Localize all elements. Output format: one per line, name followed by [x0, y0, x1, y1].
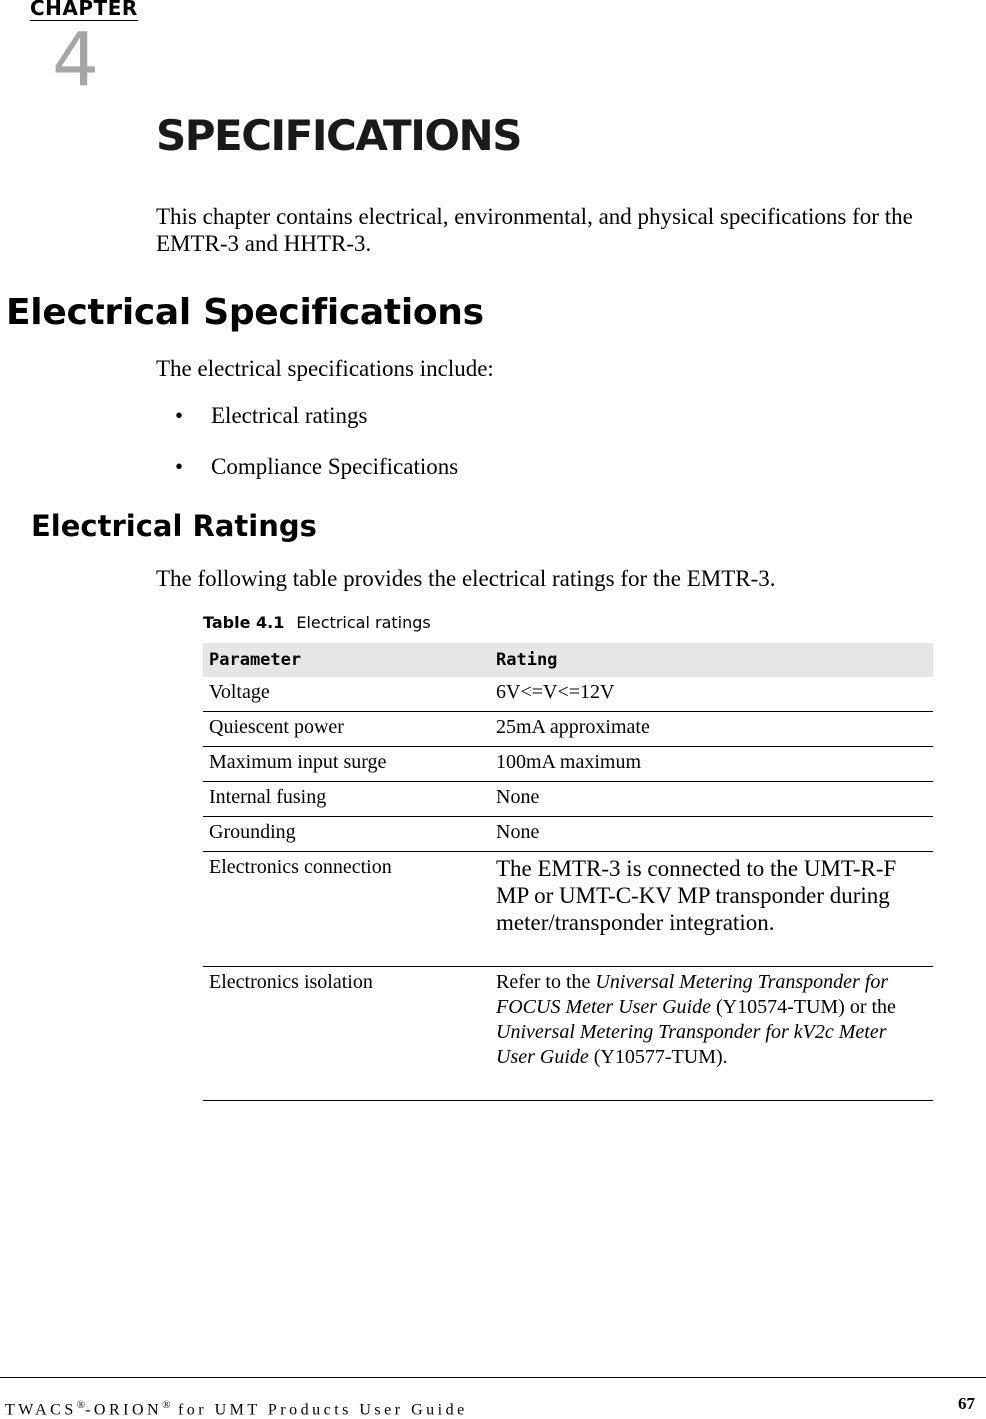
rating-cell: None — [490, 817, 933, 852]
table-row — [203, 967, 933, 1101]
list-item — [175, 402, 367, 429]
rating-cell — [490, 967, 933, 1101]
rating-cell: 100mA maximum — [490, 747, 933, 782]
table-row — [203, 677, 933, 712]
ratings-intro: The following table provides the electrical ratings for the EMTR-3. — [156, 566, 776, 591]
parameter-cell: Electronics isolation — [203, 967, 490, 1101]
rating-text: (Y10574-TUM) or the — [710, 996, 896, 1018]
page-title: SPECIFICATIONS — [156, 111, 521, 160]
document-title: Universal Metering Transponder for kV2c Meter User Guide — [496, 1021, 887, 1068]
rating-cell: 25mA approximate — [490, 712, 933, 747]
footer-divider — [0, 1377, 986, 1378]
parameter-cell: Maximum input surge — [203, 747, 490, 782]
electrical-intro: The electrical specifications include: — [156, 356, 494, 381]
list-item-label: Compliance Specifications — [211, 454, 459, 479]
parameter-cell: Quiescent power — [203, 712, 490, 747]
document-title: Universal Metering Transponder for FOCUS Meter User Guide — [496, 971, 889, 1018]
table-caption-label: Table 4.1 — [203, 613, 285, 632]
column-header-parameter: Parameter — [203, 643, 490, 677]
subsection-heading-ratings: Electrical Ratings — [31, 509, 317, 543]
rating-cell: None — [490, 782, 933, 817]
table-caption-text: Electrical ratings — [296, 613, 431, 632]
intro-paragraph: This chapter contains electrical, environmental, and physical specifications for the EMTR-3 and HHTR-3. — [156, 204, 913, 256]
table-caption — [203, 613, 431, 633]
column-header-rating: Rating — [490, 643, 933, 677]
table-row — [203, 852, 933, 967]
table-header-row — [203, 643, 933, 677]
registered-mark: ® — [76, 1399, 86, 1411]
ratings-table — [203, 643, 933, 1101]
bullet-icon: • — [175, 403, 184, 428]
table-row — [203, 747, 933, 782]
bullet-icon: • — [175, 454, 184, 479]
list-item-label: Electrical ratings — [211, 403, 368, 428]
parameter-cell: Internal fusing — [203, 782, 490, 817]
list-item — [175, 453, 458, 480]
table-row — [203, 782, 933, 817]
chapter-number: 4 — [52, 17, 100, 103]
page-number: 67 — [958, 1394, 975, 1413]
table-row — [203, 712, 933, 747]
parameter-cell: Voltage — [203, 677, 490, 712]
table-row — [203, 817, 933, 852]
parameter-cell: Grounding — [203, 817, 490, 852]
registered-mark: ® — [162, 1399, 171, 1411]
chapter-label: CHAPTER — [30, 0, 138, 21]
rating-cell: The EMTR-3 is connected to the UMT-R-F MP or UMT-C-KV MP transponder during meter/transponder integration. — [490, 852, 933, 967]
rating-text: Refer to the — [496, 971, 596, 993]
footer-brand: TWACS — [5, 1401, 77, 1419]
footer-title — [5, 1396, 468, 1419]
rating-cell: 6V<=V<=12V — [490, 677, 933, 712]
footer-brand: -ORION — [85, 1401, 163, 1419]
footer-guide-name: for UMT Products User Guide — [170, 1401, 468, 1419]
rating-text: (Y10577-TUM). — [588, 1046, 728, 1068]
parameter-cell: Electronics connection — [203, 852, 490, 967]
section-heading-electrical: Electrical Specifications — [6, 292, 484, 333]
